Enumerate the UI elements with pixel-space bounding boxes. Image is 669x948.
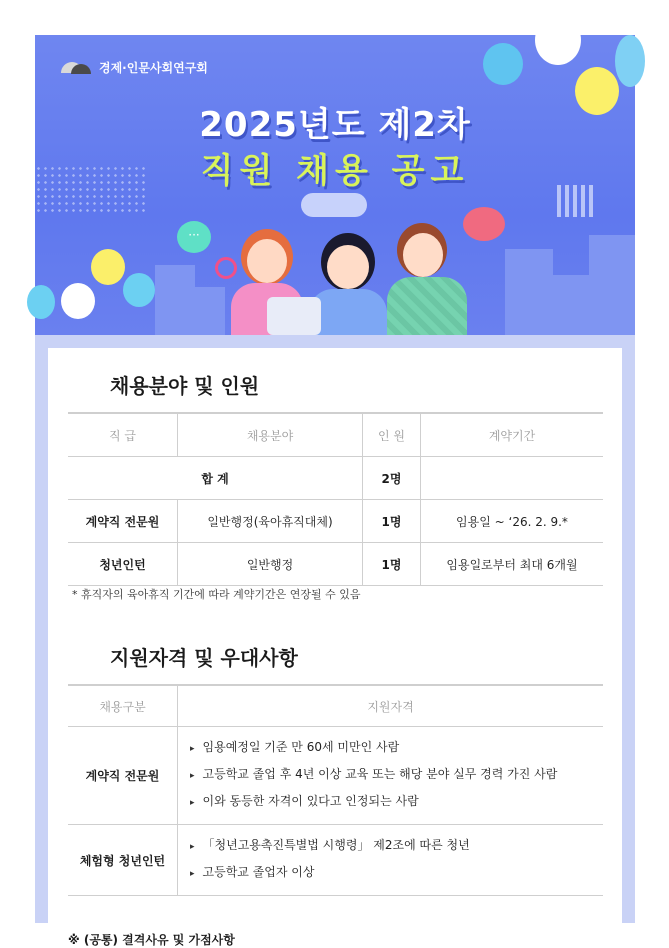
column-header: 채용구분	[68, 685, 178, 727]
grade-cell: 계약직 전문원	[68, 500, 178, 543]
total-label: 합 계	[68, 457, 363, 500]
city-building	[195, 287, 225, 335]
chat-bubble-icon: ···	[177, 221, 211, 253]
person-illustration	[387, 223, 467, 335]
table-row	[68, 727, 603, 825]
table-row	[68, 543, 603, 586]
requirement-item: ▸ 임용예정일 기준 만 60세 미만인 사람	[190, 735, 591, 762]
bubble-decoration	[27, 285, 55, 319]
field-cell: 일반행정	[178, 543, 363, 586]
bubble-decoration	[91, 249, 125, 285]
column-header: 채용분야	[178, 413, 363, 457]
requirement-item: ▸ 이와 동등한 자격이 있다고 인정되는 사람	[190, 789, 591, 816]
city-building	[589, 235, 635, 335]
total-period	[421, 457, 604, 500]
banner-subtitle: 직원 채용 공고	[200, 151, 470, 191]
common-heading: ※ (공통) 결격사유 및 가점사항	[68, 933, 235, 947]
laptop-icon	[267, 297, 321, 335]
chat-bubble-icon	[463, 207, 505, 241]
column-header: 지원자격	[178, 685, 604, 727]
requirements-cell	[178, 727, 604, 825]
table-row-total	[68, 457, 603, 500]
magnifier-icon	[215, 257, 237, 279]
chat-bubble-icon	[301, 193, 367, 217]
requirements-cell	[178, 825, 604, 896]
period-cell: 임용일 ~ ‘26. 2. 9.*	[421, 500, 604, 543]
requirement-item: ▸ 고등학교 졸업 후 4년 이상 교육 또는 해당 분야 실무 경력 가진 사람	[190, 762, 591, 789]
bubble-decoration	[535, 15, 581, 65]
recruitment-table	[68, 412, 603, 586]
table-row	[68, 825, 603, 896]
section-title-recruitment: 채용분야 및 인원	[110, 374, 260, 398]
org-logo	[61, 59, 208, 76]
requirement-item: ▸ 고등학교 졸업자 이상	[190, 860, 591, 887]
category-cell: 체험형 청년인턴	[68, 825, 178, 896]
table-header-row	[68, 685, 603, 727]
column-header: 인 원	[363, 413, 421, 457]
city-building	[155, 265, 195, 335]
count-cell: 1명	[363, 500, 421, 543]
total-count: 2명	[363, 457, 421, 500]
grade-cell: 청년인턴	[68, 543, 178, 586]
logo-icon	[61, 60, 93, 76]
column-header: 계약기간	[421, 413, 604, 457]
bubble-decoration	[123, 273, 155, 307]
table-row	[68, 500, 603, 543]
section-title-qualifications: 지원자격 및 우대사항	[110, 646, 298, 670]
bubble-decoration	[615, 35, 645, 87]
column-header: 직 급	[68, 413, 178, 457]
requirement-item: ▸ 「청년고용촉진특별법 시행령」 제2조에 따른 청년	[190, 833, 591, 860]
org-name: 경제·인문사회연구회	[99, 61, 208, 75]
qualifications-table	[68, 684, 603, 896]
table-header-row	[68, 413, 603, 457]
page-frame	[35, 35, 635, 947]
person-illustration	[309, 233, 389, 335]
bubble-decoration	[483, 43, 523, 85]
bubble-decoration	[61, 283, 95, 319]
category-cell: 계약직 전문원	[68, 727, 178, 825]
city-building	[505, 249, 553, 335]
content-panel	[48, 348, 622, 948]
count-cell: 1명	[363, 543, 421, 586]
header-banner	[35, 35, 635, 335]
banner-title: 2025년도 제2차	[199, 105, 471, 145]
city-building	[553, 275, 589, 335]
field-cell: 일반행정(육아휴직대체)	[178, 500, 363, 543]
footnote: * 휴직자의 육아휴직 기간에 따라 계약기간은 연장될 수 있음	[72, 588, 361, 601]
period-cell: 임용일로부터 최대 6개월	[421, 543, 604, 586]
